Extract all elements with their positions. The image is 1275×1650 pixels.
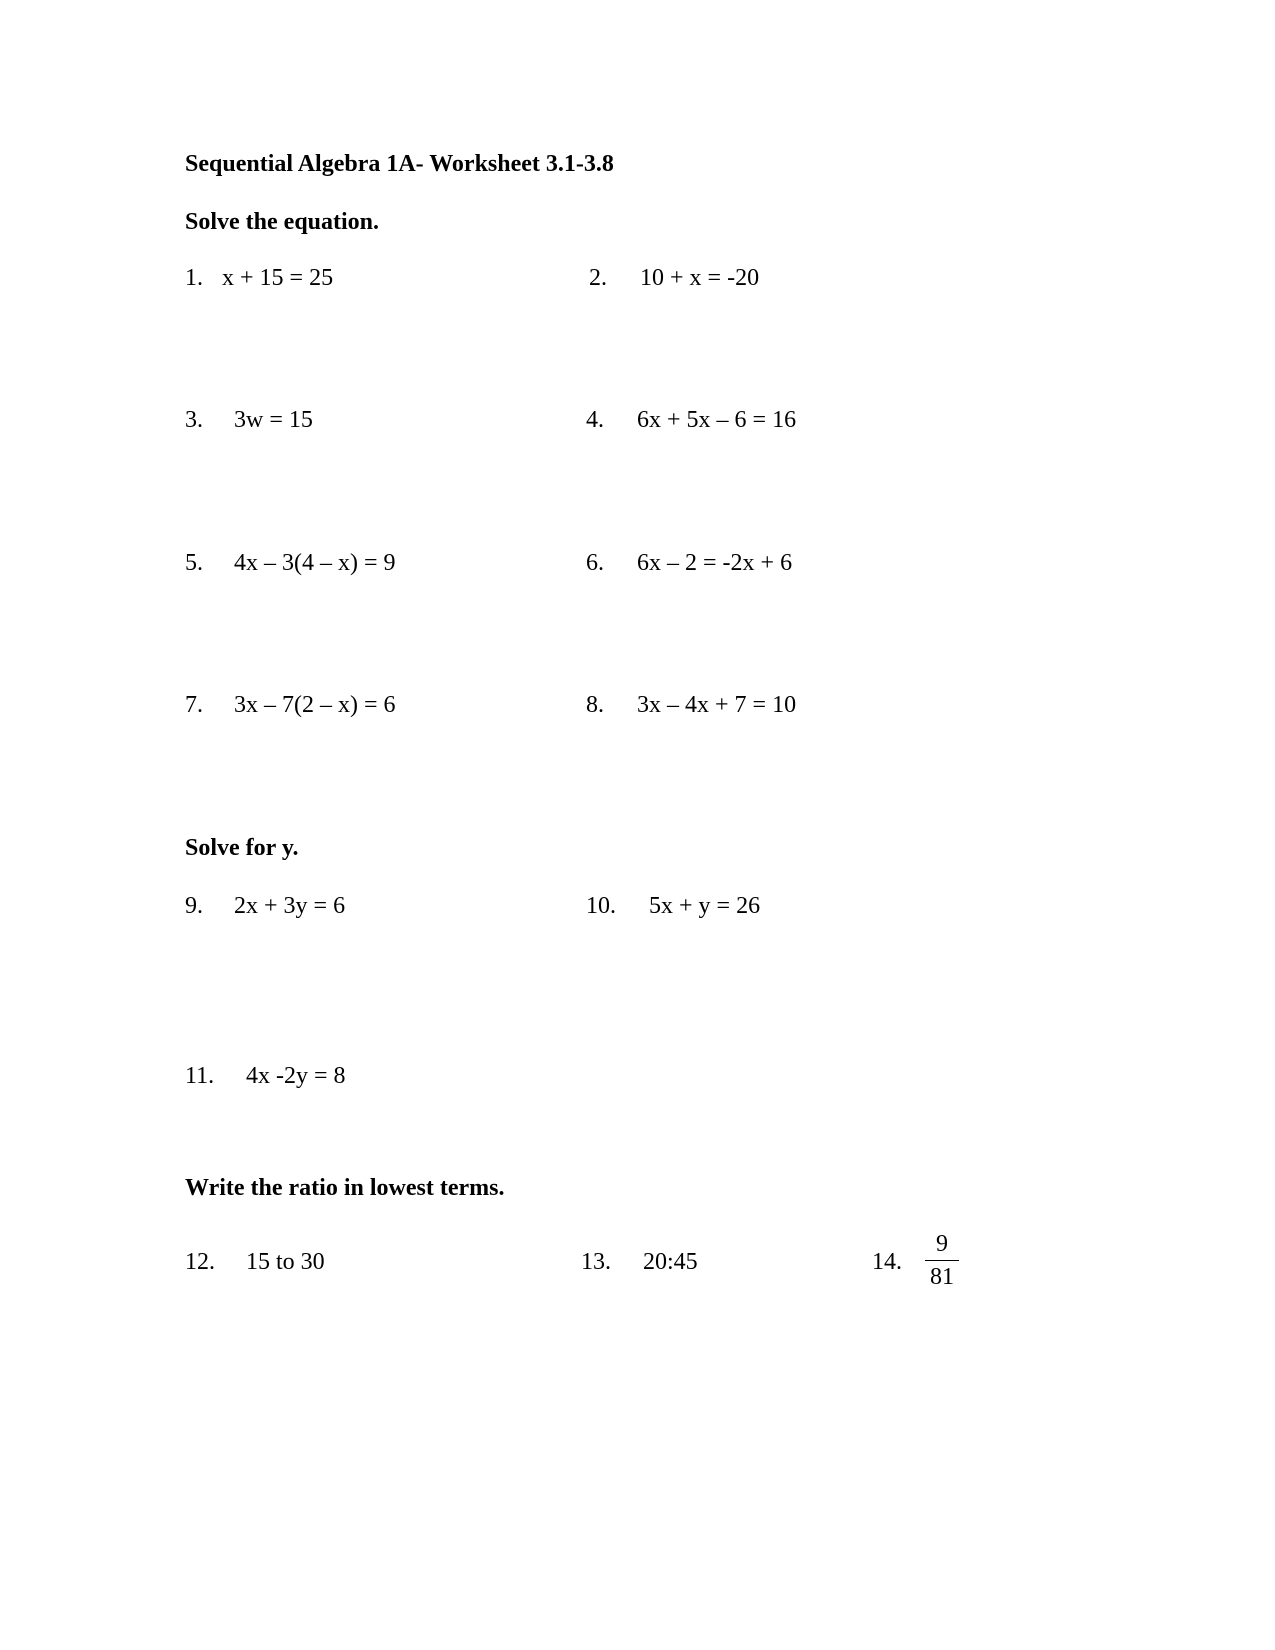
problem-number: 5. — [185, 550, 203, 576]
problem-equation: x + 15 = 25 — [222, 265, 334, 291]
fraction-denominator: 81 — [930, 1264, 954, 1290]
section-heading-solve-for-y: Solve for y. — [185, 835, 299, 861]
problem-equation: 3x – 7(2 – x) = 6 — [234, 692, 396, 718]
problem-expression: 15 to 30 — [246, 1249, 325, 1275]
problem-number: 13. — [581, 1249, 611, 1275]
problem-equation: 6x – 2 = -2x + 6 — [637, 550, 793, 576]
problem-equation: 3x – 4x + 7 = 10 — [637, 692, 797, 718]
problem-expression: 20:45 — [643, 1249, 698, 1275]
problem-number: 2. — [589, 265, 607, 291]
fraction-numerator: 9 — [936, 1231, 948, 1257]
page-title: Sequential Algebra 1A- Worksheet 3.1-3.8 — [185, 151, 614, 177]
problem-number: 9. — [185, 893, 203, 919]
problem-number: 11. — [185, 1063, 215, 1089]
problem-number: 3. — [185, 407, 203, 433]
problem-equation: 5x + y = 26 — [649, 893, 761, 919]
problem-number: 7. — [185, 692, 203, 718]
problem-equation: 2x + 3y = 6 — [234, 893, 346, 919]
fraction-bar — [925, 1260, 959, 1261]
problem-number: 14. — [872, 1249, 902, 1275]
problem-equation: 3w = 15 — [234, 407, 313, 433]
problem-number: 12. — [185, 1249, 215, 1275]
problem-number: 4. — [586, 407, 604, 433]
problem-number: 6. — [586, 550, 604, 576]
fraction — [924, 1232, 960, 1289]
problem-number: 1. — [185, 265, 203, 291]
problem-equation: 6x + 5x – 6 = 16 — [637, 407, 797, 433]
section-heading-solve-equation: Solve the equation. — [185, 209, 380, 235]
section-heading-ratio: Write the ratio in lowest terms. — [185, 1175, 505, 1201]
problem-equation: 10 + x = -20 — [640, 265, 760, 291]
problem-equation: 4x -2y = 8 — [246, 1063, 346, 1089]
problem-equation: 4x – 3(4 – x) = 9 — [234, 550, 396, 576]
problem-number: 8. — [586, 692, 604, 718]
problem-number: 10. — [586, 893, 616, 919]
